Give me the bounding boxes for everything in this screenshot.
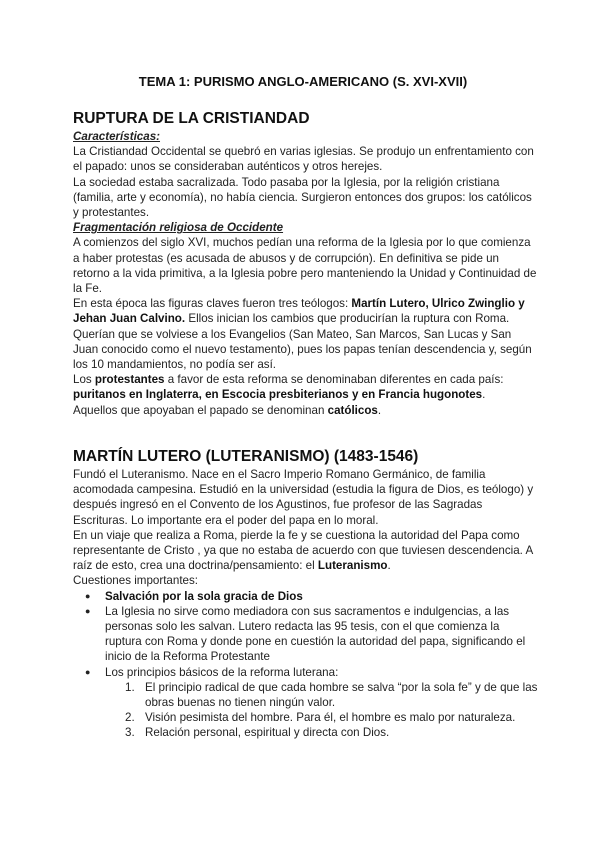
list-item	[85, 665, 538, 680]
bold-catolicos: católicos	[327, 403, 378, 417]
list-number: 1.	[125, 680, 135, 694]
bullet-list	[73, 589, 538, 680]
paragraph: A comienzos del siglo XVI, muchos pedían una reforma de la Iglesia por lo que comienza a haber protestas (es acusada de abusos y de corrupción). En definitiva se pide un retorno a la vida primitiva, a la Iglesia pobre pero manteniendo la Unidad y Continuidad de la Fe.	[73, 236, 537, 296]
subheading-fragmentacion: Fragmentación religiosa de Occidente	[73, 221, 284, 235]
list-item	[125, 680, 538, 710]
list-item-text: El principio radical de que cada hombre se salva “por la sola fe” y de que las obras buenas no tienen ningún valor.	[145, 680, 538, 710]
text-run: Aquellos que apoyaban el papado se denominan	[73, 403, 328, 417]
bullet-icon: ●	[85, 590, 91, 601]
list-item-text: Salvación por la sola gracia de Dios	[105, 589, 303, 603]
list-item	[85, 589, 538, 604]
paragraph: Fundó el Luteranismo. Nace en el Sacro Imperio Romano Germánico, de familia acomodada campesina. Estudió en la universidad (estudia la figura de Dios, es teólogo) y después ingresó en el Convento de los Agustinos, fue profesor de las Sagradas Escrituras. Lo importante era el poder del papa en lo moral.	[73, 468, 534, 527]
section-heading-lutero: MARTÍN LUTERO (LUTERANISMO) (1483-1546)	[73, 448, 419, 465]
list-item-text: Relación personal, espiritual y directa con Dios.	[145, 726, 390, 740]
numbered-list	[73, 680, 538, 741]
paragraph: Cuestiones importantes:	[73, 574, 199, 588]
text-run: Los	[73, 373, 95, 387]
document-title: TEMA 1: PURISMO ANGLO-AMERICANO (S. XVI-XVII)	[138, 74, 468, 89]
paragraph	[73, 372, 538, 402]
text-run: .	[482, 388, 486, 402]
text-run: Ellos inician los cambios que producirían la ruptura con Roma. Querían que se volviese a los Evangelios (San Mateo, San Marcos, San Lucas y San Juan conocido como el nuevo testamento), pues los papas tenían descendencia y, según los 10 mandamientos, no podía ser así.	[73, 312, 532, 372]
paragraph	[73, 296, 538, 372]
list-item	[125, 725, 538, 740]
text-run: .	[377, 403, 382, 417]
bullet-icon: ●	[85, 605, 91, 616]
paragraph	[73, 528, 538, 574]
list-item-text: Visión pesimista del hombre. Para él, el hombre es malo por naturaleza.	[145, 711, 516, 725]
paragraph: La sociedad estaba sacralizada. Todo pasaba por la Iglesia, por la religión cristiana (familia, arte y economía), no había ciencia. Surgieron entonces dos grupos: los católicos y protestantes.	[73, 175, 532, 220]
section-heading-ruptura: RUPTURA DE LA CRISTIANDAD	[73, 110, 310, 127]
text-run: En un viaje que realiza a Roma, pierde la fe y se cuestiona la autoridad del Papa como representante de Cristo , ya que no estaba de acuerdo con que tuviesen descendencia. A raíz de esto, crea una doctrina/pensamiento: el	[73, 528, 533, 573]
paragraph	[73, 403, 538, 418]
bold-luteranismo: Luteranismo	[317, 559, 388, 573]
section-body-ruptura	[73, 129, 538, 418]
bullet-icon: ●	[85, 666, 91, 677]
paragraph: La Cristiandad Occidental se quebró en varias iglesias. Se produjo un enfrentamiento con el papado: unos se consideraban auténticos y otros herejes.	[73, 145, 534, 174]
bold-denominaciones: puritanos en Inglaterra, en Escocia presbiterianos y en Francia hugonotes	[73, 388, 483, 402]
list-item	[85, 604, 538, 665]
text-run: .	[387, 559, 391, 573]
section-body-lutero	[73, 467, 538, 741]
subheading-caracteristicas: Características:	[73, 130, 161, 143]
text-run: a favor de esta reforma se denominaban diferentes en cada país:	[164, 373, 504, 387]
bold-theologians: Martín Lutero, Ulrico Zwinglio y Jehan Juan Calvino.	[73, 297, 525, 326]
list-number: 2.	[125, 711, 135, 725]
text-run: En esta época las figuras claves fueron tres teólogos:	[73, 297, 352, 311]
list-item	[125, 710, 538, 725]
list-item-text: Los principios básicos de la reforma luterana:	[105, 665, 339, 679]
bold-protestantes: protestantes	[94, 373, 165, 387]
list-item-text: La Iglesia no sirve como mediadora con sus sacramentos e indulgencias, a las personas solo les salvan. Lutero redacta las 95 tesis, con el que comienza la ruptura con Roma y donde pone en cuestión la autoridad del papa, significando el inicio de la Reforma Protestante	[105, 604, 526, 664]
list-number: 3.	[125, 726, 135, 740]
